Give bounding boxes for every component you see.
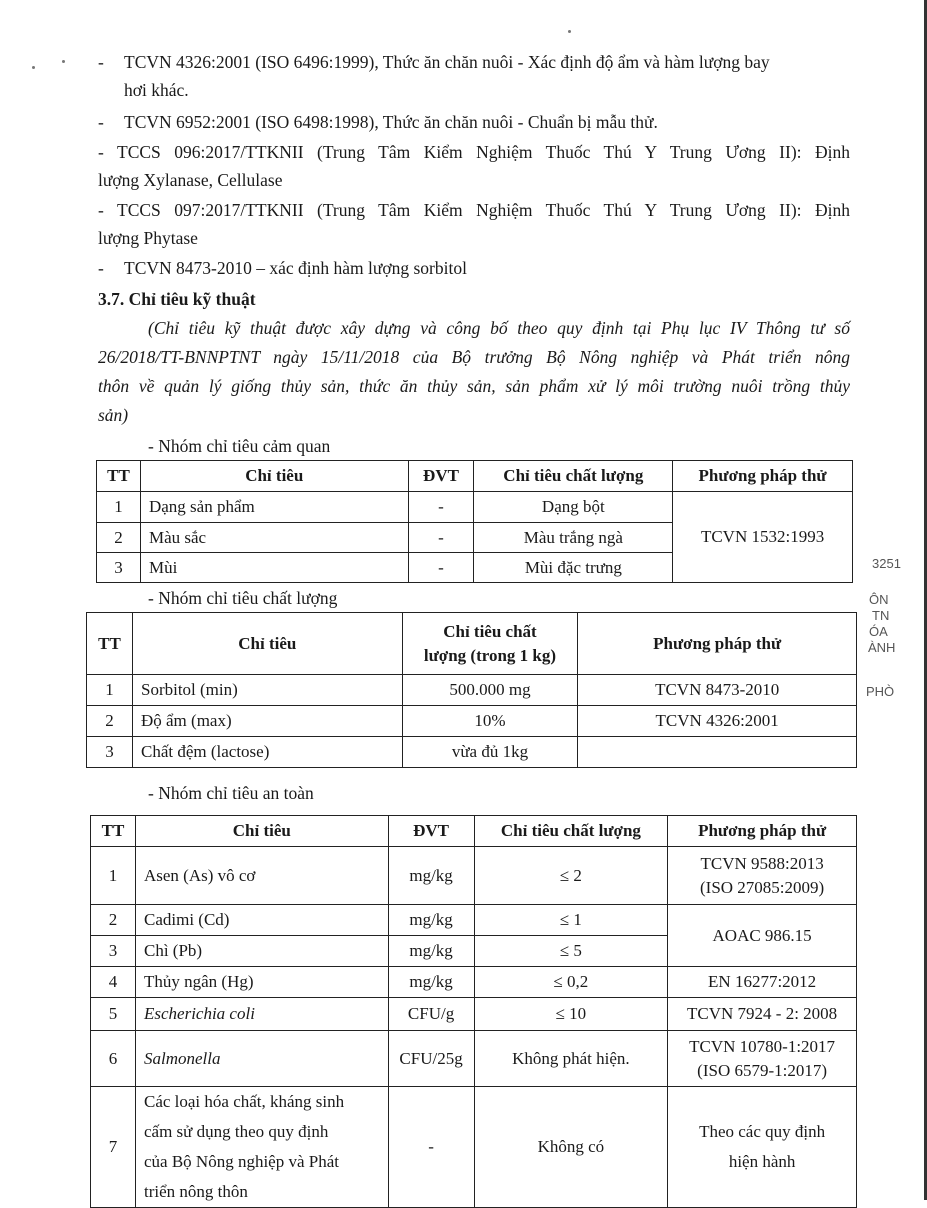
group-label-quality: - Nhóm chỉ tiêu chất lượng bbox=[148, 588, 338, 608]
col-header: Chỉ tiêu bbox=[135, 816, 388, 847]
col-header: Phương pháp thử bbox=[578, 613, 857, 675]
table-row: 7 Các loại hóa chất, kháng sinh cấm sử dụng theo quy định của Bộ Nông nghiệp và Phát triển nông thôn - Không có Theo các quy định hiện hành bbox=[91, 1087, 857, 1208]
col-header: Phương pháp thử bbox=[673, 461, 853, 492]
table-row: 2 Màu sắc - Màu trắng ngà bbox=[97, 523, 853, 553]
table-row: 2 Độ ẩm (max) 10% TCVN 4326:2001 bbox=[87, 706, 857, 737]
stamp-fragment: ÀNH bbox=[868, 640, 896, 655]
table-row: 3 Mùi - Mùi đặc trưng bbox=[97, 553, 853, 583]
col-header: TT bbox=[91, 816, 136, 847]
table-row: 3 Chì (Pb) mg/kg ≤ 5 bbox=[91, 936, 857, 967]
reference-item: - TCVN 8473-2010 – xác định hàm lượng sorbitol bbox=[98, 258, 467, 278]
safety-table bbox=[90, 815, 857, 1208]
col-header: Chỉ tiêu chất lượng bbox=[474, 816, 668, 847]
table-row: 4 Thủy ngân (Hg) mg/kg ≤ 0,2 EN 16277:2012 bbox=[91, 967, 857, 998]
group-label-sensory: - Nhóm chỉ tiêu cảm quan bbox=[148, 436, 331, 456]
stamp-fragment: ÔN bbox=[869, 592, 889, 607]
table-row: 3 Chất đệm (lactose) vừa đủ 1kg bbox=[87, 737, 857, 768]
method-cell: TCVN 1532:1993 bbox=[673, 492, 853, 583]
col-header: Chỉ tiêu bbox=[140, 461, 408, 492]
table-row: 1 Asen (As) vô cơ mg/kg ≤ 2 TCVN 9588:2013 (ISO 27085:2009) bbox=[91, 847, 857, 905]
reference-item: - TCVN 6952:2001 (ISO 6498:1998), Thức ăn chăn nuôi - Chuẩn bị mẫu thử. bbox=[98, 112, 658, 132]
col-header: Chỉ tiêu chất lượng bbox=[474, 461, 673, 492]
method-cell: AOAC 986.15 bbox=[668, 905, 857, 967]
table-row: 5 Escherichia coli CFU/g ≤ 10 TCVN 7924 - 2: 2008 bbox=[91, 998, 857, 1031]
scan-speck bbox=[568, 30, 571, 33]
col-header: TT bbox=[97, 461, 141, 492]
stamp-fragment: ÓA bbox=[869, 624, 888, 639]
reference-item: - TCCS 096:2017/TTKNII (Trung Tâm Kiểm Nghiệm Thuốc Thú Y Trung Ương II): Định bbox=[98, 142, 850, 162]
col-header: Phương pháp thử bbox=[668, 816, 857, 847]
stamp-fragment: 3251 bbox=[872, 556, 901, 571]
scan-speck bbox=[32, 66, 35, 69]
group-label-safety: - Nhóm chỉ tiêu an toàn bbox=[148, 783, 314, 803]
section-note: sản) bbox=[98, 405, 129, 425]
section-note: (Chỉ tiêu kỹ thuật được xây dựng và công bố theo quy định tại Phụ lục IV Thông tư số bbox=[148, 318, 850, 338]
reference-item: - TCCS 097:2017/TTKNII (Trung Tâm Kiểm Nghiệm Thuốc Thú Y Trung Ương II): Định bbox=[98, 200, 850, 220]
section-note: thôn về quản lý giống thủy sản, thức ăn thủy sản, sản phẩm xử lý môi trường nuôi trồng thủy bbox=[98, 376, 850, 396]
col-header: ĐVT bbox=[408, 461, 474, 492]
col-header: Chỉ tiêu chất lượng (trong 1 kg) bbox=[402, 613, 578, 675]
stamp-fragment: TN bbox=[872, 608, 890, 623]
table-row: 1 Dạng sản phẩm - Dạng bột TCVN 1532:1993 bbox=[97, 492, 853, 523]
col-header: Chỉ tiêu bbox=[132, 613, 402, 675]
section-note: 26/2018/TT-BNNPTNT ngày 15/11/2018 của Bộ trưởng Bộ Nông nghiệp và Phát triển nông bbox=[98, 347, 850, 367]
sensory-table bbox=[96, 460, 853, 583]
quality-table bbox=[86, 612, 857, 768]
reference-item-cont: lượng Phytase bbox=[98, 228, 198, 248]
scan-speck bbox=[62, 60, 65, 63]
table-row: 6 Salmonella CFU/25g Không phát hiện. TCVN 10780-1:2017 (ISO 6579-1:2017) bbox=[91, 1031, 857, 1087]
reference-item-cont: hơi khác. bbox=[124, 80, 189, 100]
table-row: 1 Sorbitol (min) 500.000 mg TCVN 8473-2010 bbox=[87, 675, 857, 706]
table-row: 2 Cadimi (Cd) mg/kg ≤ 1 AOAC 986.15 bbox=[91, 905, 857, 936]
col-header: TT bbox=[87, 613, 133, 675]
reference-item-cont: lượng Xylanase, Cellulase bbox=[98, 170, 283, 190]
col-header: ĐVT bbox=[388, 816, 474, 847]
section-heading: 3.7. Chỉ tiêu kỹ thuật bbox=[98, 289, 256, 309]
reference-item: - TCVN 4326:2001 (ISO 6496:1999), Thức ăn chăn nuôi - Xác định độ ẩm và hàm lượng bay bbox=[98, 52, 770, 72]
stamp-fragment: PHÒ bbox=[866, 684, 895, 699]
